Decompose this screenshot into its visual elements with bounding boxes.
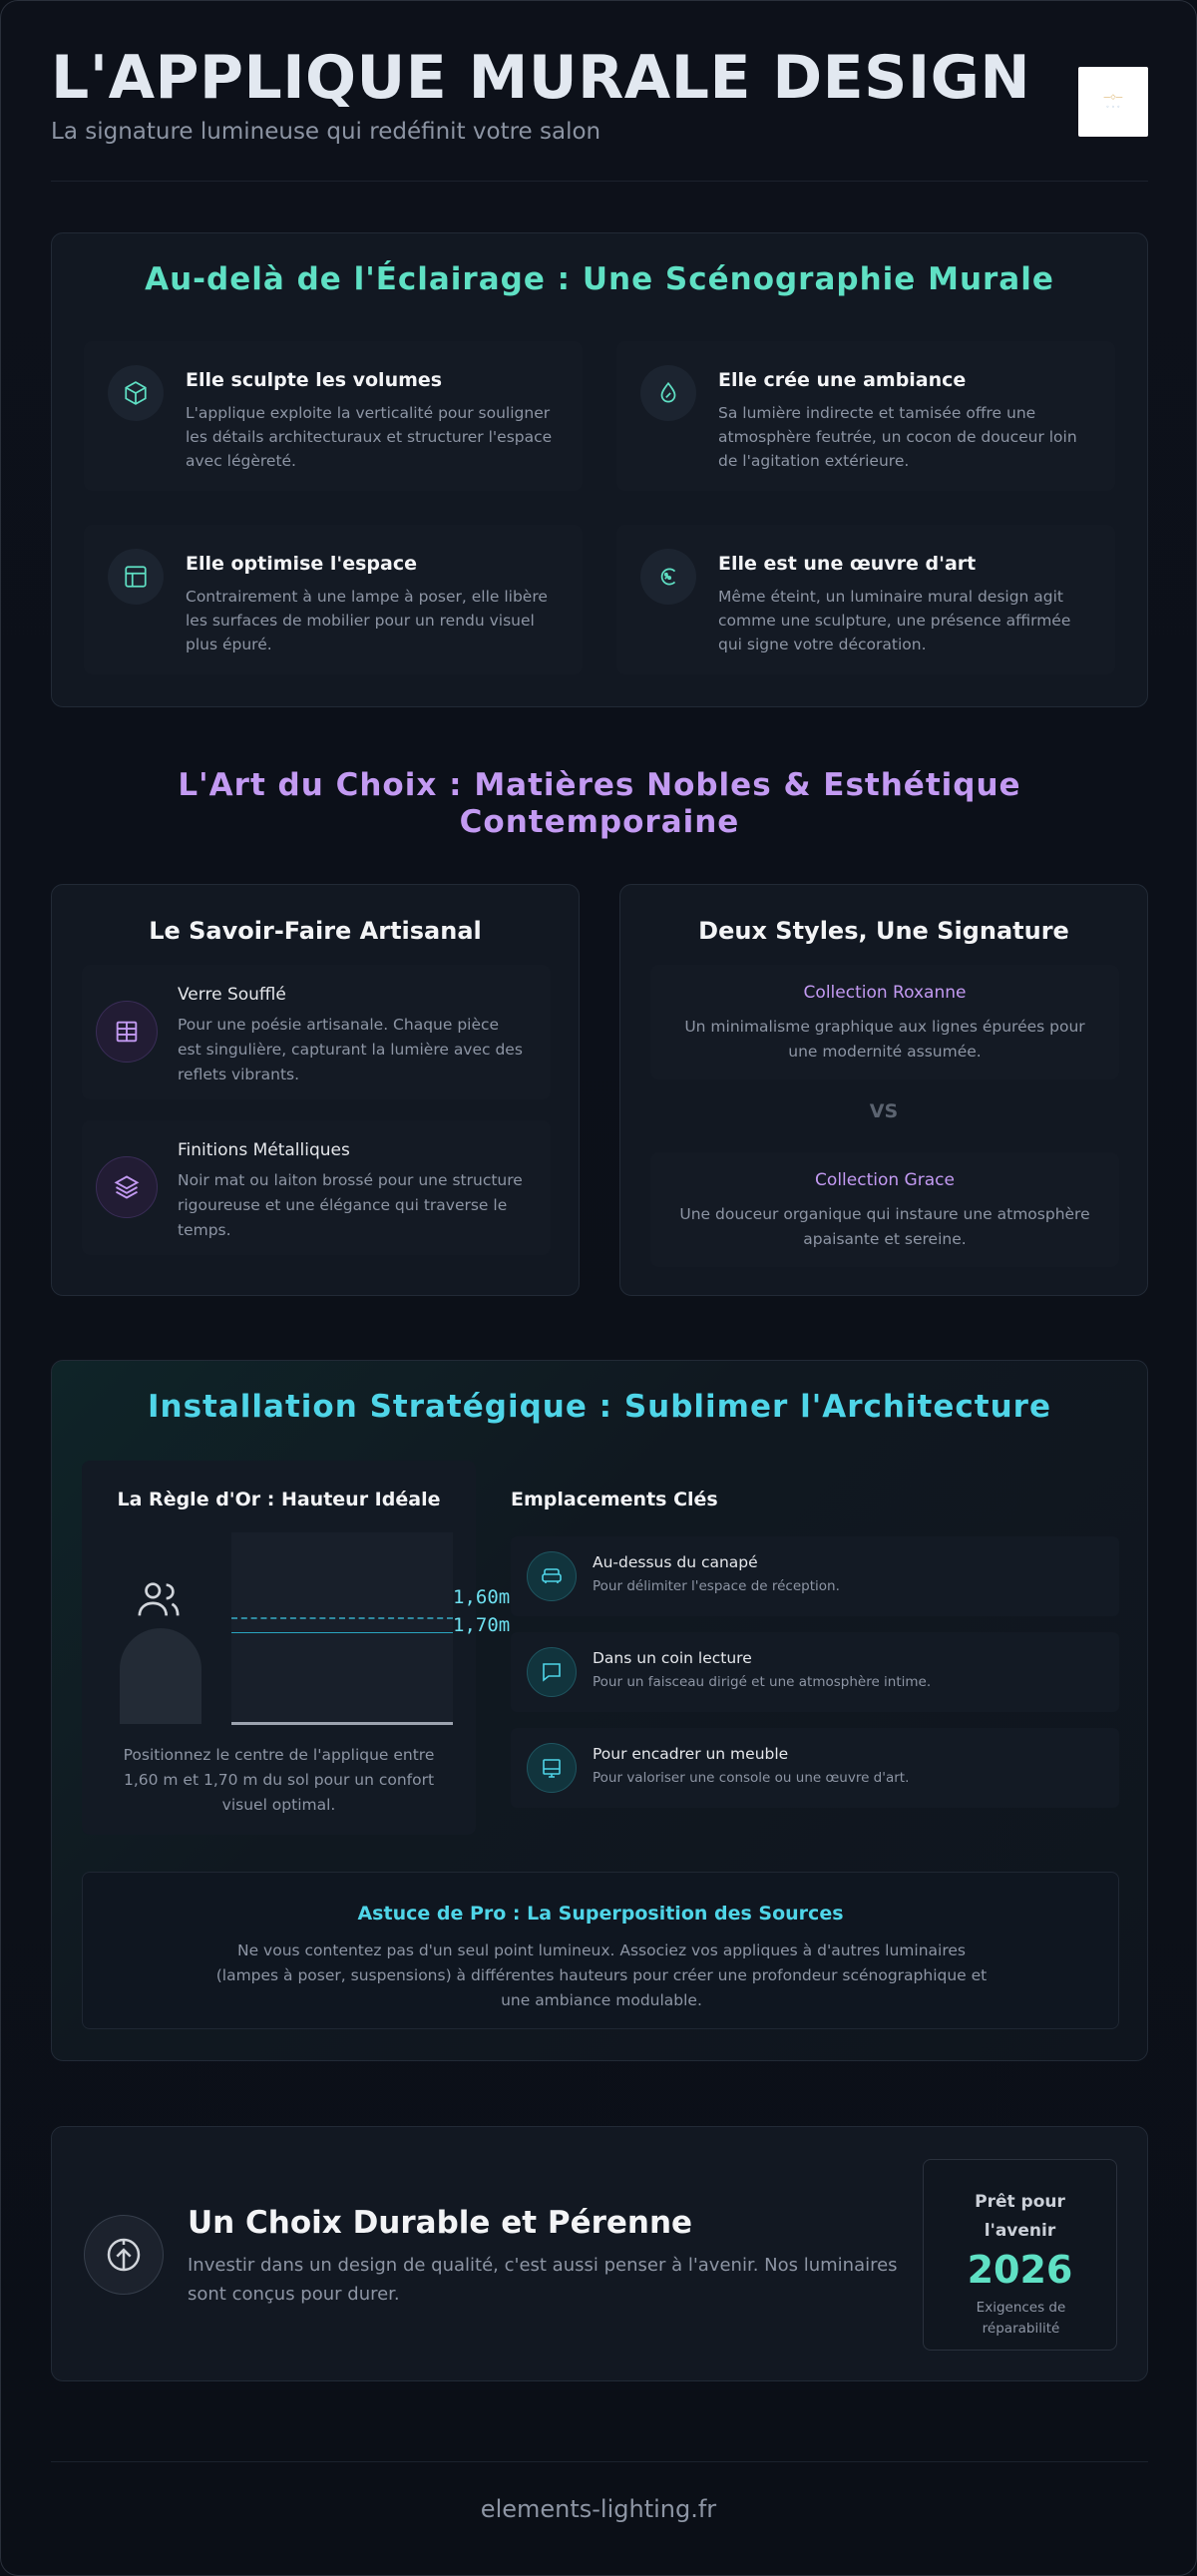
pro-tip-card [82,1872,1119,2029]
location-card [511,1536,1119,1616]
cabinet-icon [527,1743,577,1793]
location-text: Pour délimiter l'espace de réception. [593,1578,840,1594]
page-subtitle: La signature lumineuse qui redéfinit votre salon [51,119,601,145]
section-installation [51,1360,1148,2061]
feature-title: Elle crée une ambiance [718,369,967,391]
rule-caption: Positionnez le centre de l'applique entre 1,60 m et 1,70 m du sol pour un confort visuel optimal. [123,1746,435,1814]
height-line-170 [231,1632,453,1633]
feature-title: Elle est une œuvre d'art [718,553,977,575]
material-text: Noir mat ou laiton brossé pour une structure rigoureuse et une élégance qui traverse le temps. [178,1171,523,1239]
section-title-line: L'Art du Choix : Matières Nobles & Esthétique [178,767,1021,803]
feature-text: Même éteint, un luminaire mural design agit comme une sculpture, une présence affirmée qui signe votre décoration. [718,588,1071,653]
rule-title: La Règle d'Or : Hauteur Idéale [117,1489,441,1510]
location-title: Dans un coin lecture [593,1649,752,1667]
users-icon [136,1580,182,1624]
panel-title: Deux Styles, Une Signature [698,917,1069,945]
layout-icon [108,549,164,605]
ready-caption: Exigences de réparabilité [976,2300,1066,2337]
header [51,43,1148,183]
location-title: Au-dessus du canapé [593,1553,758,1571]
height-label: 1,70m [453,1614,511,1636]
feature-card [84,341,583,491]
material-card [82,1120,551,1255]
divider [51,181,1148,182]
cube-icon [108,365,164,421]
material-text: Pour une poésie artisanale. Chaque pièce est singulière, capturant la lumière avec des reflets vibrants. [178,1016,523,1083]
location-text: Pour valoriser une console ou une œuvre d'art. [593,1770,910,1786]
durable-text: Investir dans un design de qualité, c'est aussi penser à l'avenir. Nos luminaires sont conçus pour durer. [188,2255,898,2305]
layers-icon [96,1156,158,1218]
brand-logo: —◇— ◦ ◦ ◦ [1078,67,1148,137]
collection-name: Collection Roxanne [803,983,967,1003]
durable-title: Un Choix Durable et Pérenne [188,2205,693,2241]
styles-panel [619,884,1148,1296]
feature-title: Elle optimise l'espace [186,553,417,575]
ready-line: Prêt pour [975,2192,1065,2212]
panel-title: Le Savoir-Faire Artisanal [149,917,482,945]
collection-name: Collection Grace [815,1170,955,1190]
location-text: Pour un faisceau dirigé et une atmosphère intime. [593,1674,932,1690]
ready-line: l'avenir [984,2221,1056,2241]
section-title: Au-delà de l'Éclairage : Une Scénographie Murale [145,261,1054,297]
person-silhouette [120,1628,201,1724]
drop-icon [640,365,696,421]
future-ready-badge [923,2159,1117,2351]
feature-text: L'applique exploite la verticalité pour souligner les détails architecturaux et structurer l'espace avec légèreté. [186,404,553,470]
location-card [511,1728,1119,1808]
feature-title: Elle sculpte les volumes [186,369,443,391]
locations-title: Emplacements Clés [511,1489,718,1510]
material-title: Finitions Métalliques [178,1140,350,1160]
height-label: 1,60m [453,1586,511,1608]
floor-line [231,1722,453,1725]
section-durable [51,2126,1148,2381]
sofa-icon [527,1551,577,1601]
craft-panel [51,884,580,1296]
book-icon [527,1647,577,1697]
page-title: L'APPLIQUE MURALE DESIGN [51,43,1031,113]
tip-title: Astuce de Pro : La Superposition des Sources [357,1903,844,1925]
feature-card [616,341,1115,491]
grid-icon [96,1001,158,1063]
sustainability-icon [84,2215,164,2295]
location-title: Pour encadrer un meuble [593,1745,789,1763]
section-scenography [51,232,1148,707]
versus-label: VS [869,1100,899,1122]
tip-text: Ne vous contentez pas d'un seul point lumineux. Associez vos appliques à d'autres luminaires (lampes à poser, suspensions) à différentes hauteurs pour créer une profondeur scénographique et une ambiance modulable. [215,1941,988,2009]
collection-card [650,1152,1119,1267]
footer-site: elements-lighting.fr [480,2495,717,2523]
feature-text: Sa lumière indirecte et tamisée offre une atmosphère feutrée, un cocon de douceur loin de l'agitation extérieure. [718,404,1077,470]
palette-icon [640,549,696,605]
feature-text: Contrairement à une lampe à poser, elle libère les surfaces de mobilier pour un rendu visuel plus épuré. [186,588,548,653]
ready-year: 2026 [967,2248,1073,2292]
divider [51,2461,1148,2462]
height-rule-card [82,1461,511,1835]
section-title-line: Contemporaine [459,804,740,840]
section-title-choice [101,767,1098,841]
material-card [82,965,551,1099]
section-title: Installation Stratégique : Sublimer l'Architecture [148,1389,1051,1425]
height-line-160 [231,1617,453,1619]
material-title: Verre Soufflé [178,985,286,1005]
feature-card [84,525,583,674]
collection-card [650,965,1119,1079]
location-card [511,1632,1119,1712]
feature-card [616,525,1115,674]
wall-diagram [231,1532,453,1724]
collection-text: Un minimalisme graphique aux lignes épurées pour une modernité assumée. [684,1018,1085,1061]
ready-label [924,2188,1116,2246]
collection-text: Une douceur organique qui instaure une atmosphère apaisante et sereine. [679,1205,1090,1248]
